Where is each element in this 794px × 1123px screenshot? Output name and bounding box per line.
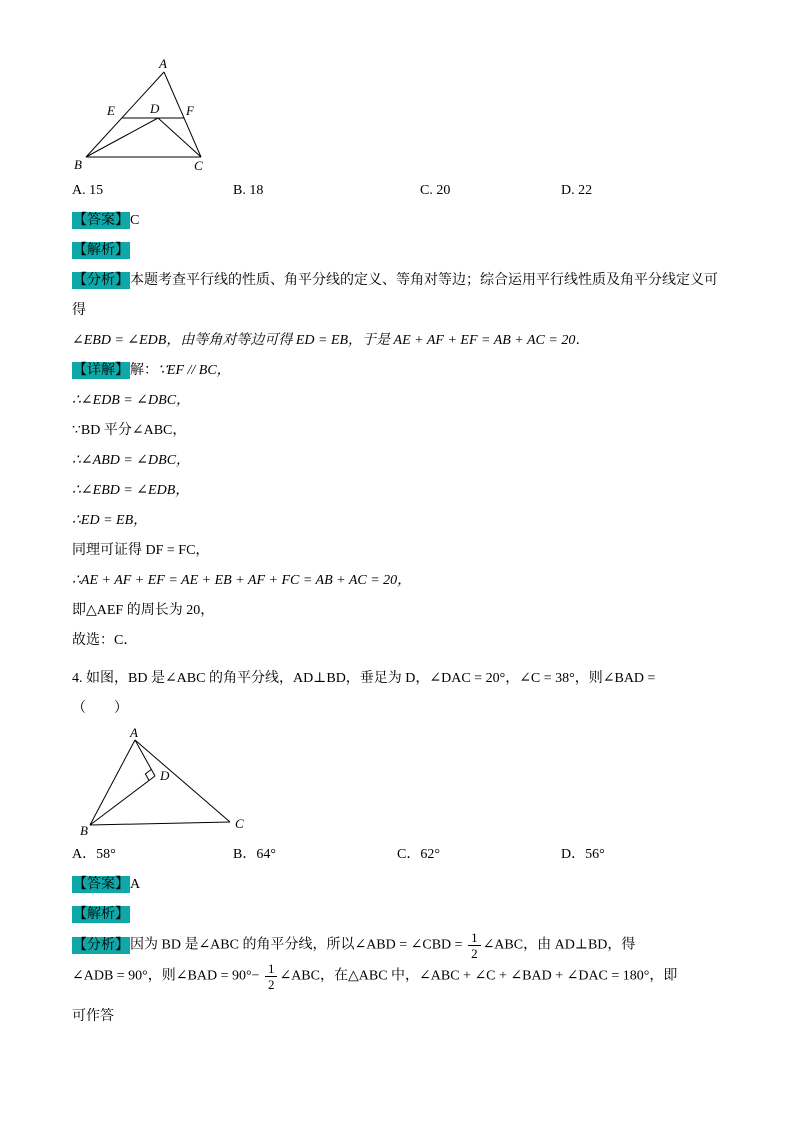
q4-analysis-line1 [72, 930, 722, 961]
q3-analysis-math: ∠EBD = ∠EDB，由等角对等边可得 ED = EB，于是 AE + AF + EF = AB + AC = 20． [72, 333, 590, 348]
solution-step-9: 故选：C． [72, 633, 138, 648]
solution-step-1: ∴∠EDB = ∠DBC， [72, 393, 191, 408]
q3-choice-d: D. 22 [561, 183, 593, 198]
fraction-numerator: 1 [471, 930, 478, 945]
q3-detail-intro: 解： [130, 363, 158, 378]
segment-ad [135, 740, 155, 776]
q3-analysis-text: 本题考查平行线的性质、角平分线的定义、等角对等边；综合运用平行线性质及角平分线定义可得 [72, 273, 718, 318]
solution-step-8: 即△AEF 的周长为 20， [72, 603, 215, 618]
q4-answer-label: 【答案】 [73, 877, 129, 892]
bisector-bd [90, 776, 155, 825]
solution-step-7: ∴AE + AF + EF = AE + EB + AF + FC = AB + AC = 20， [72, 573, 412, 588]
q3-choices [72, 176, 722, 206]
solution-step-2: ∵BD 平分∠ABC， [72, 423, 187, 438]
q3-analysis-row [72, 266, 722, 326]
solution-step-5: ∴ED = EB， [72, 513, 148, 528]
q4-analysis-1b: ∠ABC，由 AD⊥BD，得 [482, 937, 636, 953]
q4-choice-d: D．56° [561, 847, 605, 862]
q4-analysis-label: 【分析】 [73, 937, 129, 953]
point-label-e: E [107, 103, 115, 118]
fraction-denominator: 2 [265, 976, 278, 992]
q4-statement-blank: （ ） [72, 701, 128, 716]
q4-statement: 4. 如图，BD 是∠ABC 的角平分线，AD⊥BD，垂足为 D，∠DAC = 20°，∠C = 38°，则∠BAD = [72, 671, 656, 686]
q3-jiexi-label: 【解析】 [73, 243, 129, 258]
edge-ca [135, 740, 230, 822]
q4-figure [80, 726, 255, 838]
q4-jiexi-row [72, 900, 722, 930]
fraction-one-half [265, 961, 278, 992]
q3-detail-row [72, 356, 722, 386]
q3-answer-row [72, 206, 722, 236]
q4-answer-row [72, 870, 722, 900]
q3-analysis-label: 【分析】 [73, 273, 129, 288]
solution-step-6: 同理可证得 DF = FC， [72, 543, 210, 558]
q3-answer-value: C [130, 213, 140, 228]
q4-analysis-line2 [72, 961, 722, 992]
edge-ab [90, 740, 135, 825]
q3-choice-a: A. 15 [72, 183, 104, 198]
q4-choice-c: C．62° [397, 847, 440, 862]
q3-jiexi-row [72, 236, 722, 266]
point-label-d: D [160, 768, 170, 783]
q4-analysis-2a: ∠ADB = 90°，则∠BAD = 90°− [72, 968, 263, 984]
edge-ac [164, 72, 201, 157]
q3-choice-c: C. 20 [420, 183, 451, 198]
point-label-f: F [186, 103, 194, 118]
q4-jiexi-label: 【解析】 [73, 907, 129, 922]
q4-choices [72, 840, 722, 870]
point-label-c: C [235, 816, 244, 831]
point-label-d: D [150, 101, 160, 116]
edge-bc [90, 822, 230, 825]
q3-answer-label: 【答案】 [73, 213, 129, 228]
point-label-b: B [74, 157, 82, 172]
fraction-denominator: 2 [468, 945, 481, 961]
fraction-one-half [468, 930, 481, 961]
q4-analysis-2b: ∠ABC，在△ABC 中，∠ABC + ∠C + ∠BAD + ∠DAC = 180°，即 [279, 968, 678, 984]
q3-choice-b: B. 18 [233, 183, 264, 198]
bisector-cd [158, 118, 201, 157]
bisector-bd [86, 118, 158, 157]
q4-answer-value: A [130, 877, 141, 892]
point-label-b: B [80, 823, 88, 838]
q3-detail-label: 【详解】 [73, 363, 129, 378]
q3-detail-math: ∵EF // BC， [158, 363, 231, 378]
q3-figure [74, 54, 224, 172]
point-label-c: C [194, 158, 203, 172]
solution-step-4: ∴∠EBD = ∠EDB， [72, 483, 190, 498]
q4-analysis-1a: 因为 BD 是∠ABC 的角平分线，所以∠ABD = ∠CBD = [130, 937, 467, 953]
point-label-a: A [130, 726, 138, 740]
q4-analysis-line3: 可作答 [72, 1009, 114, 1024]
fraction-numerator: 1 [267, 961, 275, 976]
solution-step-3: ∴∠ABD = ∠DBC， [72, 453, 191, 468]
q4-choice-a: A．58° [72, 847, 116, 862]
point-label-a: A [159, 56, 167, 71]
q4-choice-b: B．64° [233, 847, 276, 862]
